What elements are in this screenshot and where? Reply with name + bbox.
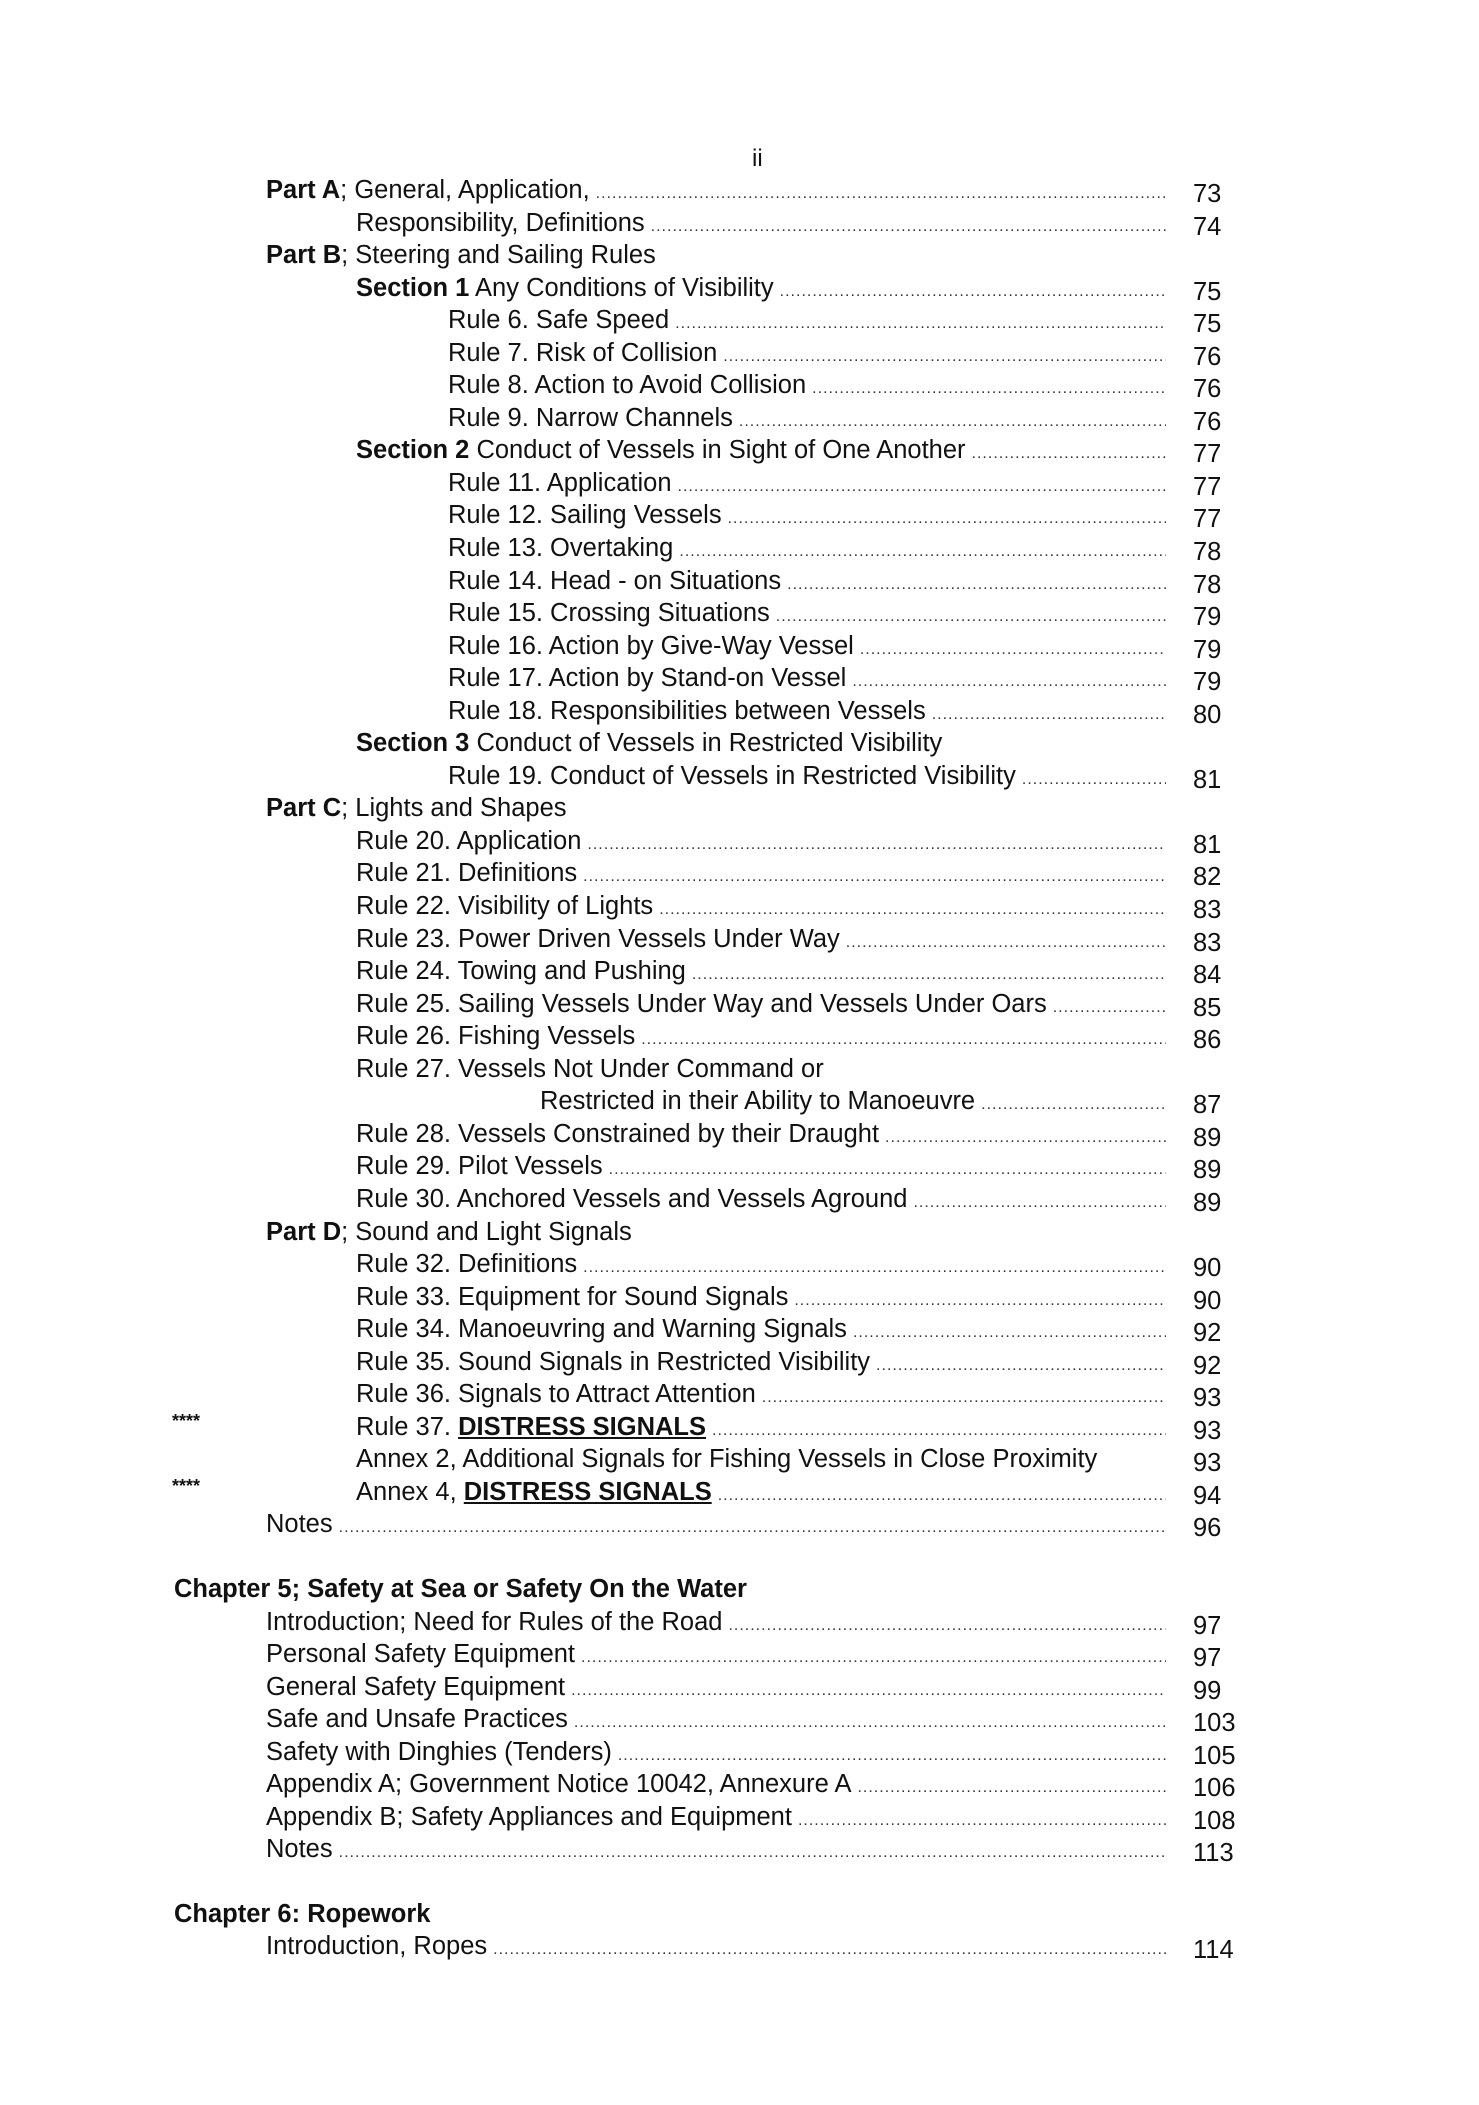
toc-entry-title: Rule 6. Safe Speed [448,306,670,335]
toc-entry[interactable] [0,1833,1479,1866]
toc-entry-title: Safety with Dinghies (Tenders) [266,1737,612,1766]
toc-entry-title: Rule 22. Visibility of Lights [356,892,654,921]
distress-signals-emphasis: DISTRESS SIGNALS [463,1477,712,1506]
dot-leader [583,1252,1166,1281]
dot-leader [493,1934,1166,1963]
toc-page-number: 79 [1193,668,1222,697]
toc-page-number: 83 [1193,896,1222,925]
toc-entry[interactable] [0,1378,1479,1411]
dot-leader [596,178,1166,207]
toc-entry[interactable] [0,760,1479,793]
dot-leader [1053,992,1166,1021]
toc-entry[interactable] [0,369,1479,402]
toc-entry[interactable] [0,597,1479,630]
toc-page-number: 77 [1193,472,1222,501]
dot-leader [1022,764,1166,793]
toc-page-number: 77 [1193,505,1222,534]
dot-leader [812,373,1166,402]
toc-page-number: 90 [1193,1286,1222,1315]
distress-signals-emphasis: DISTRESS SIGNALS [458,1412,707,1441]
toc-entry-title: Introduction, Ropes [266,1932,488,1961]
toc-page-number: 84 [1193,961,1222,990]
toc-entry-title: Rule 8. Action to Avoid Collision [448,371,807,400]
toc-entry[interactable] [0,1606,1479,1639]
dot-leader [618,1740,1166,1769]
toc-page-number: 108 [1193,1806,1236,1835]
toc-entry-title: Rule 17. Action by Stand-on Vessel [448,664,847,693]
toc-page-number: 93 [1193,1384,1222,1413]
toc-entry-part-b[interactable] [0,239,1479,272]
toc-entry-title: Notes [266,1835,333,1864]
toc-entry-part-c[interactable] [0,792,1479,825]
toc-entry[interactable] [0,1118,1479,1151]
dot-leader [571,1675,1166,1704]
toc-entry-title: General Safety Equipment [266,1672,566,1701]
toc-page-number: 77 [1193,440,1222,469]
toc-entry[interactable] [0,857,1479,890]
toc-entry-title: Section 2 Conduct of Vessels in Sight of One Another [356,436,966,465]
dot-leader [728,1610,1166,1639]
toc-entry-title: Introduction; Need for Rules of the Road [266,1607,723,1636]
toc-entry-title: Section 3 Conduct of Vessels in Restricted Visibility [356,729,943,758]
toc-entry-title: Rule 36. Signals to Attract Attention [356,1380,756,1409]
toc-entry[interactable] [0,1703,1479,1736]
dot-leader [718,1480,1166,1509]
toc-entry-title: Annex 2, Additional Signals for Fishing Vessels in Close Proximity [356,1445,1098,1474]
toc-entry[interactable] [0,923,1479,956]
dot-leader [641,1024,1166,1053]
dot-leader [932,699,1166,728]
toc-entry[interactable] [0,1020,1479,1053]
toc-entry-title: Safe and Unsafe Practices [266,1705,568,1734]
dot-leader [723,341,1166,370]
toc-entry[interactable] [0,1085,1479,1118]
dot-leader [692,959,1166,988]
toc-page-number: 99 [1193,1676,1222,1705]
toc-entry[interactable] [0,1768,1479,1801]
toc-page-number: 85 [1193,993,1222,1022]
toc-page-number: 76 [1193,407,1222,436]
toc-page-number: 76 [1193,375,1222,404]
page-number: ii [752,145,763,172]
dot-leader [780,276,1166,305]
toc-page-number: 81 [1193,765,1222,794]
toc-page-number: 97 [1193,1644,1222,1673]
toc-entry-title: Rule 25. Sailing Vessels Under Way and Vessels Under Oars [356,989,1047,1018]
toc-entry[interactable] [0,1443,1479,1476]
toc-entry[interactable] [0,1736,1479,1769]
toc-entry[interactable] [0,1638,1479,1671]
toc-page-number: 81 [1193,830,1222,859]
toc-entry[interactable] [0,1053,1479,1086]
toc-entry-title: Part B; Steering and Sailing Rules [266,241,656,270]
toc-page-number: 92 [1193,1319,1222,1348]
dot-leader [679,536,1166,565]
toc-entry[interactable] [0,1150,1479,1183]
toc-entry[interactable] [0,565,1479,598]
dot-leader [728,503,1166,532]
toc-page-number: 93 [1193,1416,1222,1445]
dot-leader [762,1382,1166,1411]
dot-leader [776,601,1166,630]
toc-entry[interactable] [0,1183,1479,1216]
toc-entry[interactable] [0,1281,1479,1314]
dot-leader [339,1512,1166,1541]
toc-entry-title: Rule 33. Equipment for Sound Signals [356,1282,789,1311]
toc-entry-title: Rule 27. Vessels Not Under Command or [356,1054,824,1083]
toc-entry[interactable] [0,207,1479,240]
toc-entry[interactable] [0,499,1479,532]
toc-entry-title: Rule 18. Responsibilities between Vessels [448,696,926,725]
toc-entry-title: Responsibility, Definitions [356,208,645,237]
dot-leader [659,894,1166,923]
toc-entry[interactable] [0,1930,1479,1963]
toc-entry-title: Part A; General, Application, [266,176,590,204]
toc-page-number: 86 [1193,1026,1222,1055]
dot-leader [857,1772,1166,1801]
toc-entry[interactable] [0,1801,1479,1834]
dot-leader [651,211,1166,240]
dot-leader [885,1122,1166,1151]
toc-page-number: 96 [1193,1514,1222,1543]
toc-page-number: 94 [1193,1481,1222,1510]
toc-page-number: 93 [1193,1449,1222,1478]
dot-leader [609,1154,1166,1183]
toc-entry-title: Rule 37. DISTRESS SIGNALS [356,1412,707,1441]
toc-page-number: 90 [1193,1254,1222,1283]
chapter-6-title: Chapter 6: Ropework [174,1899,431,1928]
toc-entry[interactable] [0,630,1479,663]
toc-page-number: 76 [1193,342,1222,371]
toc-page-number: 78 [1193,570,1222,599]
dot-leader [853,1317,1166,1346]
toc-entry[interactable] [0,1248,1479,1281]
toc-entry[interactable] [0,825,1479,858]
dot-leader [581,1642,1166,1671]
asterisk-marker: **** [172,1475,201,1496]
toc-page-number: 92 [1193,1351,1222,1380]
toc-page-number: 83 [1193,928,1222,957]
dot-leader [712,1415,1166,1444]
dot-leader [787,569,1166,598]
chapter-5-title: Chapter 5; Safety at Sea or Safety On the Water [174,1574,747,1603]
toc-entry[interactable] [0,1313,1479,1346]
toc-page-number: 74 [1193,212,1222,241]
toc-entry-title: Rule 32. Definitions [356,1250,578,1279]
toc-entry[interactable] [0,337,1479,370]
dot-leader [675,308,1166,337]
dot-leader [587,829,1166,858]
toc-entry-title: Annex 4, DISTRESS SIGNALS [356,1477,712,1506]
toc-entry[interactable] [0,955,1479,988]
toc-entry-title: Rule 30. Anchored Vessels and Vessels Aground [356,1184,908,1213]
dot-leader [972,438,1166,467]
toc-entry-title: Rule 14. Head - on Situations [448,566,782,595]
dot-leader [678,471,1166,500]
toc-entry-title: Restricted in their Ability to Manoeuvre [540,1087,976,1116]
toc-entry-part-a[interactable] [0,174,1479,207]
toc-entry-title: Rule 29. Pilot Vessels [356,1152,603,1181]
chapter-heading[interactable] [0,1898,1479,1931]
toc-page-number: 75 [1193,277,1222,306]
toc-entry-title: Rule 19. Conduct of Vessels in Restricted Visibility [448,761,1016,790]
toc-page-number: 78 [1193,538,1222,567]
toc-entry-part-d[interactable] [0,1216,1479,1249]
toc-entry-title: Part C; Lights and Shapes [266,794,567,823]
toc-entry-section-1[interactable] [0,272,1479,305]
toc-entry-notes[interactable] [0,1508,1479,1541]
toc-entry-title: Rule 12. Sailing Vessels [448,501,722,530]
toc-page-number: 106 [1193,1774,1236,1803]
toc-page-number: 113 [1193,1839,1234,1868]
asterisk-marker: **** [172,1410,201,1431]
toc-entry-title: Rule 35. Sound Signals in Restricted Visibility [356,1347,871,1376]
dot-leader [876,1350,1166,1379]
toc-entry-title: Rule 21. Definitions [356,859,578,888]
dot-leader [913,1187,1166,1216]
dot-leader [852,666,1166,695]
toc-entry-title: Rule 9. Narrow Channels [448,403,733,432]
dot-leader [583,861,1166,890]
dot-leader [574,1707,1166,1736]
toc-page-number: 79 [1193,635,1222,664]
toc-page-number: 89 [1193,1156,1222,1185]
toc-page-number: 87 [1193,1091,1222,1120]
toc-entry-title: Notes [266,1510,333,1539]
toc-entry-title: Rule 28. Vessels Constrained by their Draught [356,1119,880,1148]
toc-page-number: 89 [1193,1123,1222,1152]
dot-leader [794,1285,1166,1314]
dot-leader [860,634,1166,663]
toc-entry-title: Personal Safety Equipment [266,1640,576,1669]
toc-page-number: 82 [1193,863,1222,892]
toc-page-number: 97 [1193,1611,1222,1640]
dot-leader [339,1837,1166,1866]
toc-page-number: 75 [1193,310,1222,339]
toc-entry-rule-37[interactable] [0,1411,1479,1444]
toc-entry[interactable] [0,532,1479,565]
dot-leader [739,406,1166,435]
toc-entry-title: Rule 11. Application [448,468,672,497]
toc-entry-title: Rule 23. Power Driven Vessels Under Way [356,924,840,953]
toc-page-number: 73 [1193,180,1222,208]
toc-entry-title: Appendix A; Government Notice 10042, Annexure A [266,1770,852,1799]
toc-page-number: 114 [1193,1936,1234,1965]
dot-leader [846,927,1166,956]
toc-entry[interactable] [0,695,1479,728]
toc-entry[interactable] [0,402,1479,435]
dot-leader [798,1805,1166,1834]
toc-entry[interactable] [0,890,1479,923]
toc-entry[interactable] [0,467,1479,500]
toc-entry-title: Rule 24. Towing and Pushing [356,957,686,986]
toc-entry-title: Rule 13. Overtaking [448,534,674,563]
toc-entry-section-3[interactable] [0,727,1479,760]
table-of-contents [0,174,1479,1963]
toc-entry-title: Rule 15. Crossing Situations [448,599,770,628]
toc-entry-section-2[interactable] [0,434,1479,467]
toc-entry[interactable] [0,1671,1479,1704]
toc-entry-title: Rule 34. Manoeuvring and Warning Signals [356,1315,847,1344]
toc-entry-title: Rule 7. Risk of Collision [448,338,718,367]
toc-entry[interactable] [0,662,1479,695]
chapter-heading[interactable] [0,1573,1479,1606]
toc-entry-annex-4[interactable] [0,1476,1479,1509]
toc-page-number: 103 [1193,1709,1236,1738]
toc-entry-title: Rule 20. Application [356,826,582,855]
toc-page-number: 89 [1193,1188,1222,1217]
toc-page-number: 80 [1193,700,1222,729]
toc-entry-title: Section 1 Any Conditions of Visibility [356,273,774,302]
toc-entry[interactable] [0,304,1479,337]
toc-entry[interactable] [0,988,1479,1021]
toc-entry-title: Rule 16. Action by Give-Way Vessel [448,631,854,660]
toc-entry-title: Appendix B; Safety Appliances and Equipment [266,1802,792,1831]
toc-page-number: 79 [1193,603,1222,632]
toc-page-number: 105 [1193,1741,1236,1770]
toc-entry-title: Rule 26. Fishing Vessels [356,1022,636,1051]
toc-entry-title: Part D; Sound and Light Signals [266,1217,632,1246]
toc-entry[interactable] [0,1346,1479,1379]
dot-leader [981,1089,1166,1118]
